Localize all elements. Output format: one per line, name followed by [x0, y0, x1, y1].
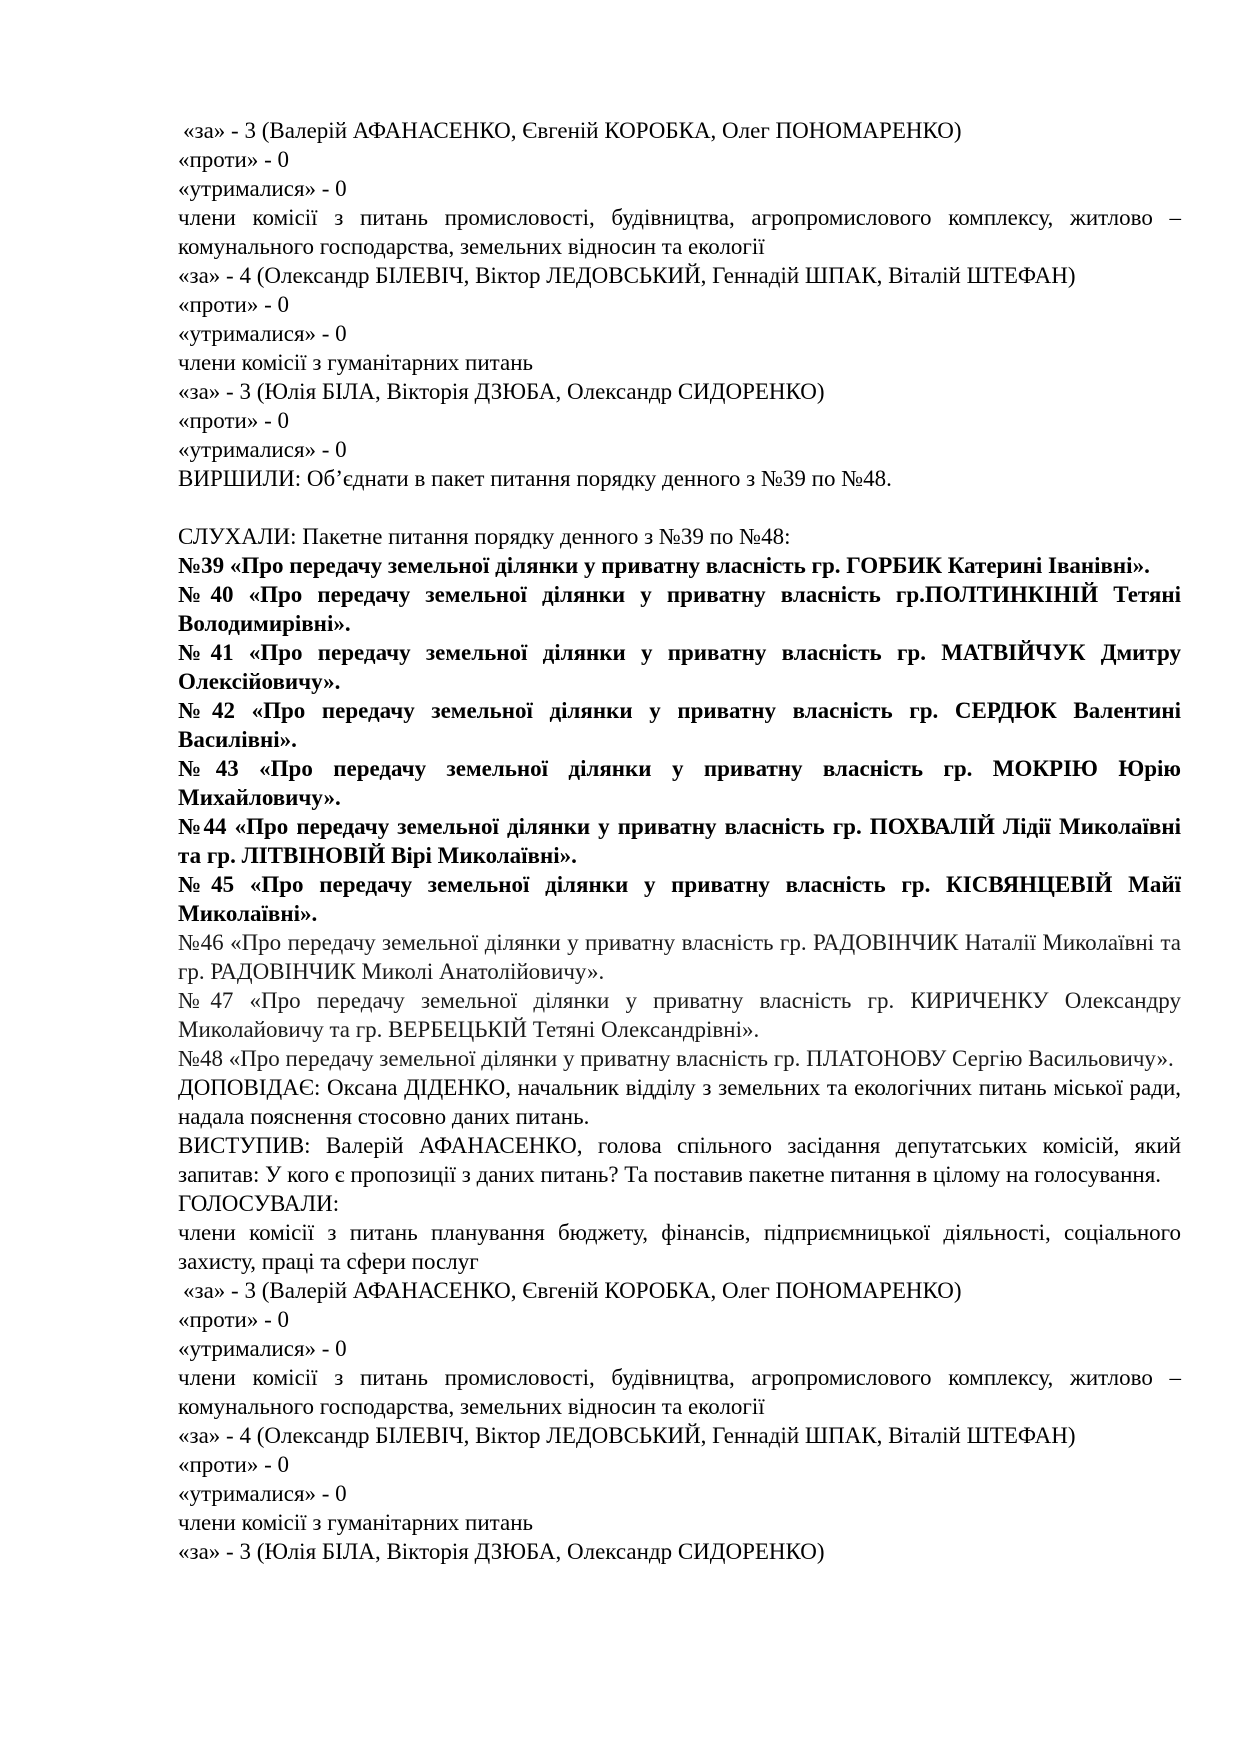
vote-for: «за» - 3 (Юлія БІЛА, Вікторія ДЗЮБА, Олександр СИДОРЕНКО): [178, 1539, 825, 1564]
commission-title: члени комісії з питань планування бюджету, фінансів, підприємницької діяльності, соціального захисту, праці та сфери послуг: [178, 1220, 1181, 1274]
vote-against: «проти» - 0: [178, 147, 290, 172]
agenda-item: №42 «Про передачу земельної ділянки у приватну власність гр. СЕРДЮК Валентині Василівні».: [178, 698, 1181, 752]
vote-abstain: «утрималися» - 0: [178, 1336, 347, 1361]
decision: ВИРШИЛИ: Об’єднати в пакет питання порядку денного з №39 по №48.: [178, 466, 892, 491]
vote-for: «за» - 3 (Валерій АФАНАСЕНКО, Євгеній КОРОБКА, Олег ПОНОМАРЕНКО): [183, 1278, 962, 1303]
report: ДОПОВІДАЄ: Оксана ДІДЕНКО, начальник відділу з земельних та екологічних питань міської ради, надала пояснення стосовно даних питань.: [178, 1075, 1181, 1129]
commission-title: члени комісії з питань промисловості, будівництва, агропромислового комплексу, житлово – комунального господарства, земельних відносин та екології: [178, 205, 1181, 259]
voted-heading: ГОЛОСУВАЛИ:: [178, 1191, 340, 1216]
vote-against: «проти» - 0: [178, 408, 290, 433]
spacer: [178, 493, 1181, 522]
agenda-item: №41 «Про передачу земельної ділянки у приватну власність гр. МАТВІЙЧУК Дмитру Олексійовичу».: [178, 640, 1181, 694]
vote-for: «за» - 3 (Валерій АФАНАСЕНКО, Євгеній КОРОБКА, Олег ПОНОМАРЕНКО): [183, 118, 962, 143]
document-page: [178, 116, 1181, 1566]
agenda-item: №45 «Про передачу земельної ділянки у приватну власність гр. КІСВЯНЦЕВІЙ Майї Миколаївні».: [178, 872, 1181, 926]
vote-for: «за» - 4 (Олександр БІЛЕВІЧ, Віктор ЛЕДОВСЬКИЙ, Геннадій ШПАК, Віталій ШТЕФАН): [178, 1423, 1076, 1448]
vote-against: «проти» - 0: [178, 1452, 290, 1477]
commission-title: члени комісії з гуманітарних питань: [178, 1510, 534, 1535]
commission-title: члени комісії з гуманітарних питань: [178, 350, 534, 375]
agenda-item: №47 «Про передачу земельної ділянки у приватну власність гр. КИРИЧЕНКУ Олександру Миколайовичу та гр. ВЕРБЕЦЬКІЙ Тетяні Олександрівні».: [178, 988, 1181, 1042]
agenda-item: №48 «Про передачу земельної ділянки у приватну власність гр. ПЛАТОНОВУ Сергію Васильовичу».: [178, 1046, 1174, 1071]
vote-abstain: «утрималися» - 0: [178, 321, 347, 346]
agenda-item: №40 «Про передачу земельної ділянки у приватну власність гр.ПОЛТИНКІНІЙ Тетяні Володимирівні».: [178, 582, 1181, 636]
heard-heading: СЛУХАЛИ: Пакетне питання порядку денного з №39 по №48:: [178, 524, 791, 549]
vote-against: «проти» - 0: [178, 292, 290, 317]
agenda-item: №43 «Про передачу земельної ділянки у приватну власність гр. МОКРІЮ Юрію Михайловичу».: [178, 756, 1181, 810]
commission-title: члени комісії з питань промисловості, будівництва, агропромислового комплексу, житлово – комунального господарства, земельних відносин та екології: [178, 1365, 1181, 1419]
agenda-item: №46 «Про передачу земельної ділянки у приватну власність гр. РАДОВІНЧИК Наталії Миколаївні та гр. РАДОВІНЧИК Миколі Анатолійовичу».: [178, 930, 1181, 984]
agenda-item: №39 «Про передачу земельної ділянки у приватну власність гр. ГОРБИК Катерині Іванівні».: [178, 553, 1150, 578]
speech: ВИСТУПИВ: Валерій АФАНАСЕНКО, голова спільного засідання депутатських комісій, який запитав: У кого є пропозиції з даних питань? Та поставив пакетне питання в цілому на голосування.: [178, 1133, 1181, 1187]
agenda-item: №44 «Про передачу земельної ділянки у приватну власність гр. ПОХВАЛІЙ Лідії Миколаївні та гр. ЛІТВІНОВІЙ Вірі Миколаївні».: [178, 814, 1181, 868]
vote-abstain: «утрималися» - 0: [178, 176, 347, 201]
vote-for: «за» - 3 (Юлія БІЛА, Вікторія ДЗЮБА, Олександр СИДОРЕНКО): [178, 379, 825, 404]
vote-abstain: «утрималися» - 0: [178, 1481, 347, 1506]
vote-against: «проти» - 0: [178, 1307, 290, 1332]
vote-for: «за» - 4 (Олександр БІЛЕВІЧ, Віктор ЛЕДОВСЬКИЙ, Геннадій ШПАК, Віталій ШТЕФАН): [178, 263, 1076, 288]
vote-abstain: «утрималися» - 0: [178, 437, 347, 462]
